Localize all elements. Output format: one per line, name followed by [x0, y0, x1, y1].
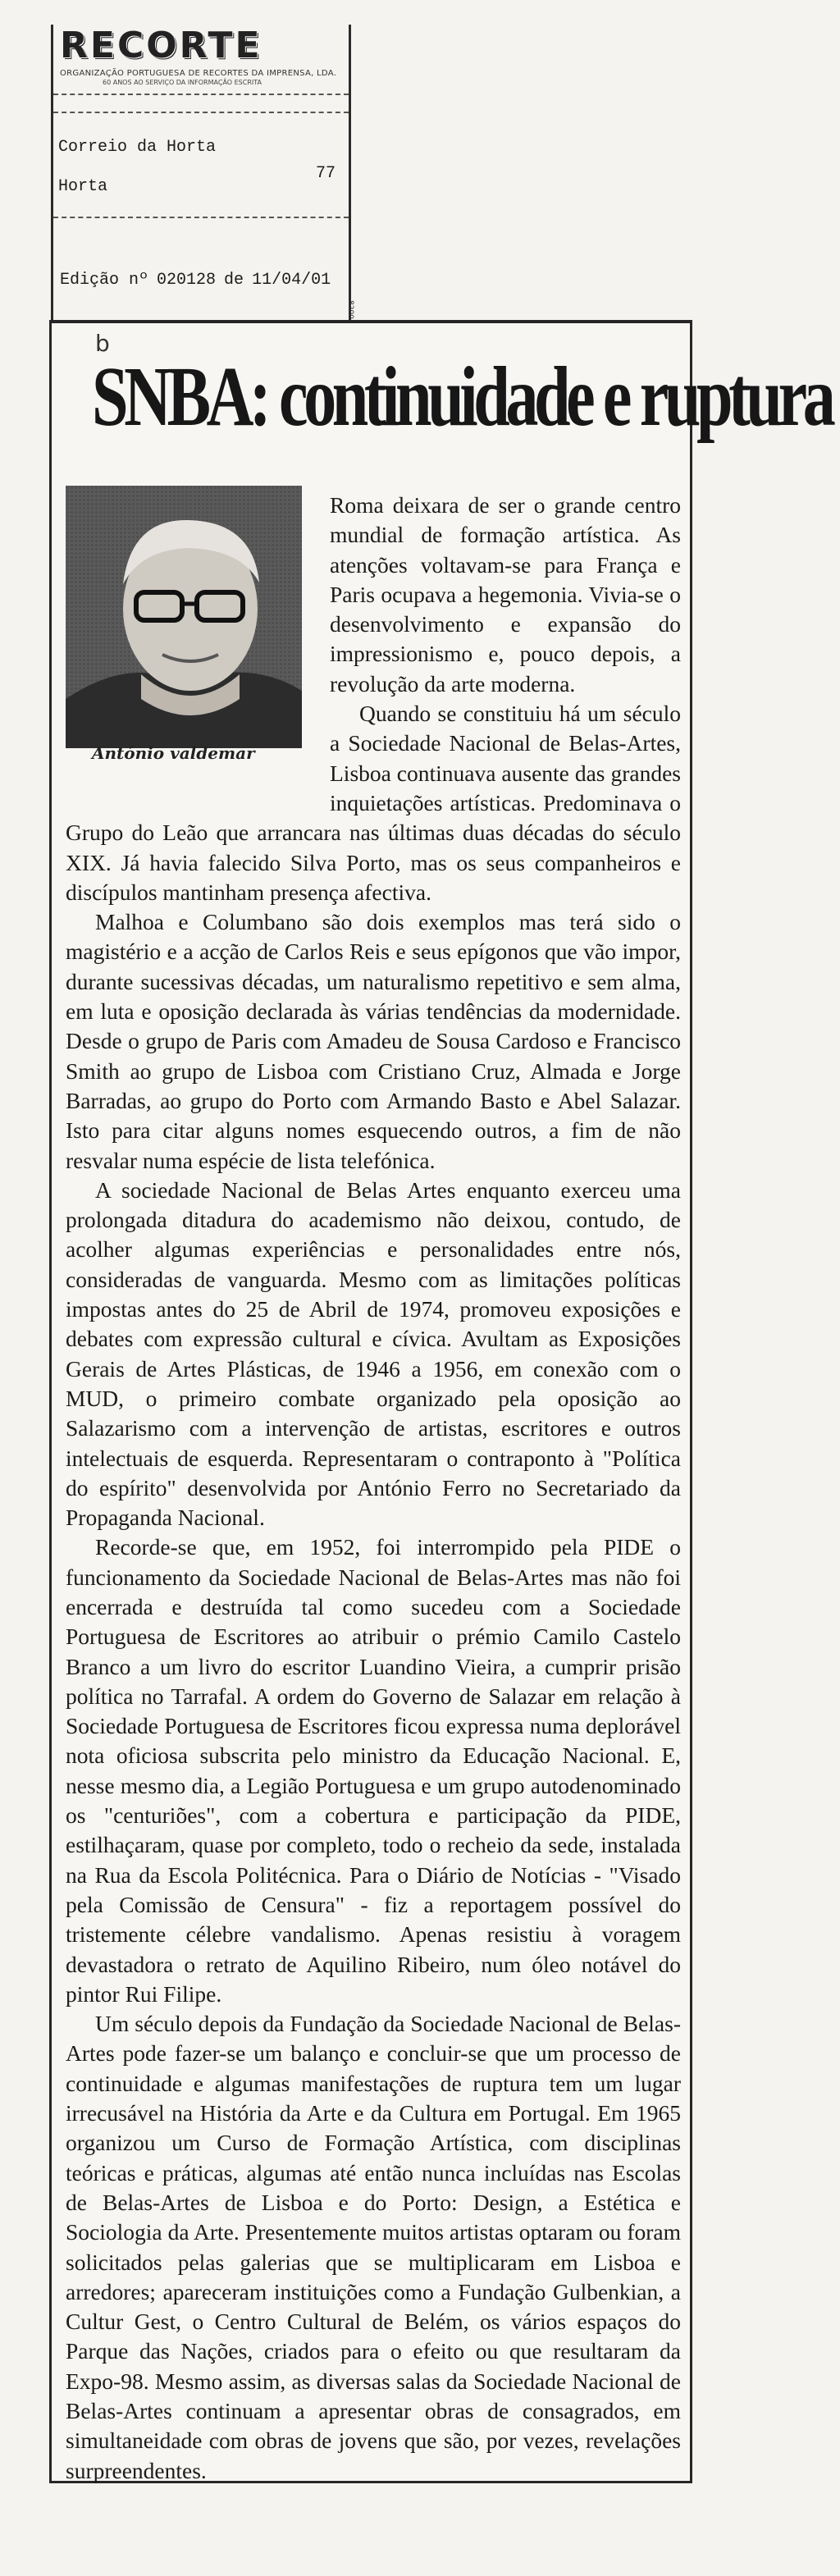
paragraph: Malhoa e Columbano são dois exemplos mas terá sido o magistério e a acção de Carlos Reis e seus epígonos que vão impor, durante sucessivas décadas, um naturalismo repetitivo e sem alma, em luta e oposição declarada às várias tendências da modernidade. Desde o grupo de Paris com Amadeu de Sousa Cardoso e Francisco Smith ao grupo de Lisboa com Cristiano Cruz, Almada e Jorge Barradas, ao grupo do Porto com Armando Basto e Abel Salazar. Isto para citar alguns nomes esquecendo outros, a fim de não resvalar numa espécie de lista telefónica.: [66, 909, 681, 1173]
edition-label: Edição nº: [60, 271, 149, 290]
paragraph: Recorde-se que, em 1952, foi interrompido pela PIDE o funcionamento da Sociedade Nacional de Belas-Artes mas não foi encerrada e destruída tal como sucedeu com a Sociedade Portuguesa de Escritores ao atribuir o prémio Camilo Castelo Branco a um livro do escritor Luandino Vieira, a cumprir prisão política no Tarrafal. A ordem do Governo de Salazar em relação à Sociedade Portuguesa de Escritores ficou expressa numa deplorável nota oficiosa subscrita pelo ministro da Educação Nacional. E, nesse mesmo dia, a Legião Portuguesa e um grupo autodenominado os "centuriões", com a cobertura e participação da PIDE, estilhaçaram, quase por completo, todo o recheio da sede, instalada na Rua da Escola Politécnica. Para o Diário de Notícias - "Visado pela Comissão de Censura" - fiz a reportagem possível do tristemente célebre vandalismo. Apenas resistiu à voragem devastadora o retrato de Aquilino Ribeiro, num óleo notável do pintor Rui Filipe.: [66, 1534, 681, 2007]
paragraph: Quando se constituiu há um século a Sociedade Nacional de Belas-Artes, Lisboa continuava ausente das grandes inquietações artísticas. Predominava o Grupo do Leão que arrancara nas últimas duas décadas do século XIX. Já havia falecido Silva Porto, mas os seus companheiros e discípulos mantinham presença afectiva.: [66, 701, 681, 905]
photo-space: [66, 491, 330, 802]
page-number: 77: [316, 164, 336, 183]
agency-subtitle: 60 ANOS AO SERVIÇO DA INFORMAÇÃO ESCRITA: [103, 79, 262, 86]
divider: [53, 217, 349, 218]
article-body: [66, 491, 681, 2486]
paragraph: Roma deixara de ser o grande centro mundial de formação artística. As atenções voltavam-se para França e Paris ocupava a hegemonia. Vivia-se o desenvolvimento e expansão do impressionismo e, pouco depois, a revolução da arte moderna.: [330, 492, 681, 697]
author-name: António valdemar: [92, 743, 255, 763]
date-label: de: [224, 271, 244, 290]
paragraph: A sociedade Nacional de Belas Artes enquanto exerceu uma prolongada ditadura do academismo não deixou, contudo, de acolher algumas experiências e personalidades entre nós, consideradas de vanguarda. Mesmo com as limitações políticas impostas antes do 25 de Abril de 1974, promoveu exposições e debates com expressão cultural e cívica. Avultam as Exposições Gerais de Artes Plásticas, de 1946 a 1956, em conexão com o MUD, o primeiro combate organizado pela oposição ao Salazarismo com a intervenção de artistas, escritores e outros intelectuais de esquerda. Representaram o contraponto à "Política do espírito" desenvolvida por António Ferro no Secretariado da Propaganda Nacional.: [66, 1176, 681, 1531]
hand-mark: b: [95, 330, 110, 357]
agency-logo: RECORTE: [60, 25, 262, 66]
agency-org: ORGANIZAÇÃO PORTUGUESA DE RECORTES DA IMPRENSA, LDA.: [60, 69, 337, 78]
divider: [53, 112, 349, 113]
edition-number: 020128: [157, 271, 217, 290]
publication-name: Correio da Horta: [58, 138, 217, 157]
edition-date: 11/04/01: [252, 271, 331, 290]
article-title: SNBA: continuidade e ruptura: [92, 349, 832, 444]
side-code: 8200: [346, 300, 354, 319]
divider: [53, 94, 349, 95]
publication-place: Horta: [58, 177, 108, 196]
paragraph: Um século depois da Fundação da Sociedade Nacional de Belas-Artes pode fazer-se um balanço e concluir-se que um processo de continuidade e algumas manifestações de ruptura tem um lugar irrecusável na História da Arte e da Cultura em Portugal. Em 1965 organizou um Curso de Formação Artística, com disciplinas teóricas e práticas, algumas até então nunca incluídas nas Escolas de Belas-Artes de Lisboa e do Porto: Design, a Estética e Sociologia da Arte. Presentemente muitos artistas optaram ou foram solicitados pelas galerias que se multiplicaram em Lisboa e arredores; apareceram instituições como a Fundação Gulbenkian, a Cultur Gest, o Centro Cultural de Belém, os vários espaços do Parque das Nações, criados para o efeito ou que resultaram da Expo-98. Mesmo assim, as diversas salas da Sociedade Nacional de Belas-Artes continuam a apresentar obras de consagrados, em simultaneidade com obras de jovens que são, por vezes, revelações surpreendentes.: [66, 2011, 681, 2483]
edition-line: [60, 271, 339, 290]
